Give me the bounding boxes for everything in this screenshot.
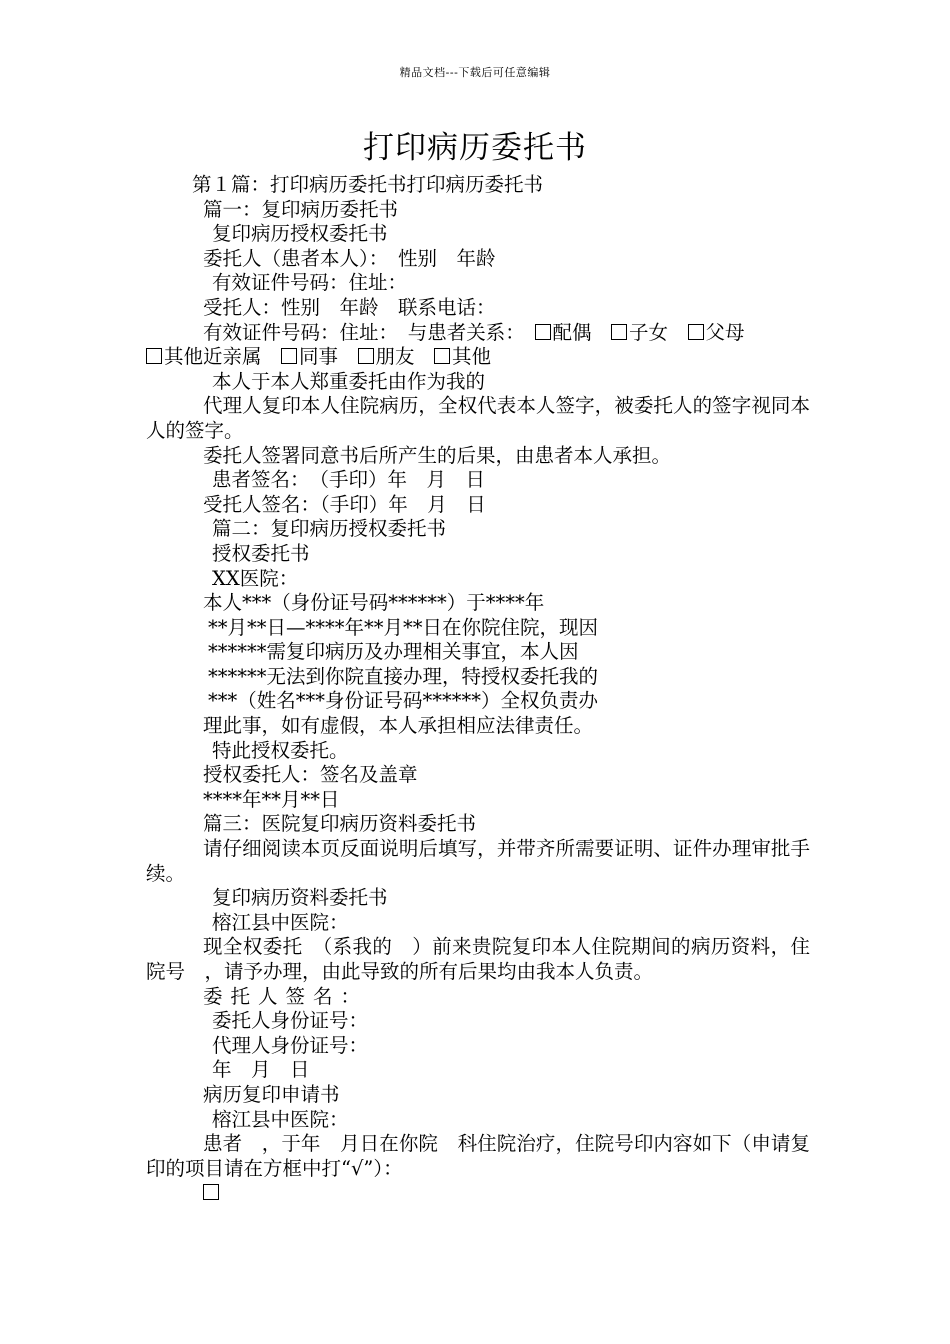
checkbox-other[interactable] (434, 348, 450, 364)
option-relative: 其他近亲属 (164, 345, 282, 369)
line-agent: 受托人：性别 年龄 联系电话： (203, 295, 496, 319)
line-instructions: 请仔细阅读本页反面说明后填写，并带齐所需要证明、证件办理审批手续。 (146, 837, 810, 885)
line-principal-signature: 委托人签名： (203, 984, 369, 1008)
checkbox-spouse[interactable] (535, 324, 551, 340)
line-form-title: 复印病历授权委托书 (212, 222, 388, 246)
document-body (146, 173, 810, 1206)
option-colleague: 同事 (299, 345, 358, 369)
header-note: 精品文档---下载后可任意编辑 (399, 66, 551, 79)
line-patient-signature: 患者签名： （手印）年 月 日 (212, 468, 486, 492)
line-agent-signature: 受托人签名：（手印）年 月 日 (203, 492, 486, 516)
line-principal-id-number: 委托人身份证号： (212, 1009, 369, 1033)
option-spouse: 配偶 (552, 320, 612, 344)
document-title: 打印病历委托书 (363, 130, 587, 166)
line-relation-options (146, 345, 810, 370)
checkbox-friend[interactable] (358, 348, 374, 364)
line-unable: ******无法到你院直接办理，特授权委托我的 (208, 664, 599, 688)
line-full-authorization: 现全权委托 （系我的 ）前来贵院复印本人住院期间的病历资料，住院号 ，请予办理，由此导致的所有后果均由我本人负责。 (146, 935, 810, 983)
line-principal: 委托人（患者本人）： 性别 年龄 (203, 246, 496, 270)
line-self-intro: 本人***（身份证号码******）于****年 (203, 591, 545, 615)
option-other: 其他 (452, 345, 492, 369)
line-consequence: 委托人签署同意书后所产生的后果，由患者本人承担。 (203, 443, 672, 467)
relation-label: 有效证件号码：住址： 与患者关系： (203, 320, 535, 344)
checkbox-copy-item[interactable] (203, 1184, 219, 1200)
line-part-one-heading: 篇一：复印病历委托书 (203, 197, 399, 221)
line-authorizer-signature: 授权委托人：签名及盖章 (203, 763, 418, 787)
line-agent-id-relation (146, 321, 810, 346)
line-stay-dates: **月**日—****年**月**日在你院住院，现因 (208, 615, 599, 639)
line-part-three-heading: 篇三：医院复印病历资料委托书 (203, 812, 477, 836)
line-patient-request: 患者 ，于年 月日在你院 科住院治疗，住院号印内容如下（申请复印的项目请在方框中打“√”）： (146, 1132, 810, 1180)
line-part-two-heading: 篇二：复印病历授权委托书 (212, 517, 447, 541)
line-agent-id-number: 代理人身份证号： (212, 1033, 369, 1057)
line-application-title: 病历复印申请书 (203, 1082, 340, 1106)
line-delegate: ***（姓名***身份证号码******）全权负责办 (208, 689, 599, 713)
line-liability: 理此事，如有虚假，本人承担相应法律责任。 (203, 714, 594, 738)
option-parent: 父母 (705, 320, 745, 344)
line-hospital-rongjiang-2: 榕江县中医院： (212, 1107, 349, 1131)
line-checkbox-item (146, 1181, 810, 1206)
checkbox-relative[interactable] (146, 348, 162, 364)
line-hospital-rongjiang: 榕江县中医院： (212, 910, 349, 934)
checkbox-child[interactable] (611, 324, 627, 340)
line-authorization-date: ****年**月**日 (203, 787, 340, 811)
line-reason: ******需复印病历及办理相关事宜，本人因 (208, 640, 579, 664)
line-hospital-addressee: XX医院： (212, 566, 299, 590)
line-date: 年 月 日 (212, 1058, 310, 1082)
line-entrust-statement: 本人于本人郑重委托由作为我的 (212, 369, 486, 393)
line-principal-id: 有效证件号码：住址： (212, 271, 408, 295)
line-agent-authority: 代理人复印本人住院病历，全权代表本人签字，被委托人的签字视同本人的签字。 (146, 394, 810, 442)
line-authorization-title: 授权委托书 (212, 541, 310, 565)
option-child: 子女 (629, 320, 688, 344)
line-chapter-title: 第１篇：打印病历委托书打印病历委托书 (192, 173, 544, 196)
line-records-form-title: 复印病历资料委托书 (212, 886, 388, 910)
option-friend: 朋友 (375, 345, 435, 369)
checkbox-parent[interactable] (688, 324, 704, 340)
line-hereby: 特此授权委托。 (212, 738, 349, 762)
checkbox-colleague[interactable] (281, 348, 297, 364)
